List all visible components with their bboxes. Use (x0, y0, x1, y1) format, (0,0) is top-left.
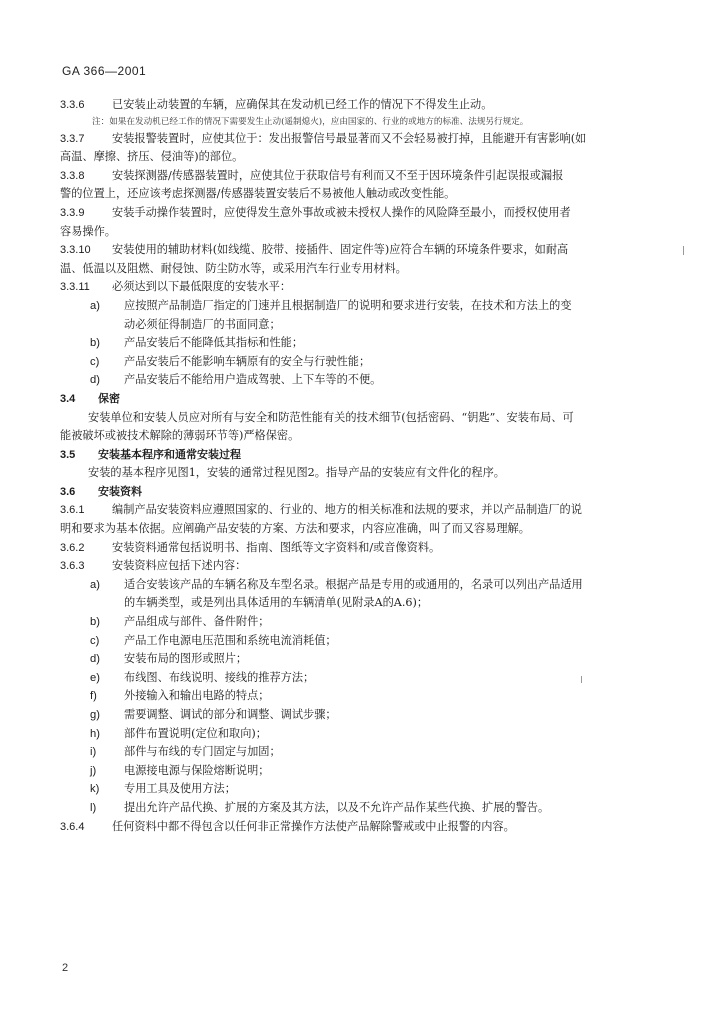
clause-text: 编制产品安装资料应遵照国家的、行业的、地方的相关标准和法规的要求，并以产品制造厂的说 (112, 503, 582, 517)
list-item-text: 电源接电源与保险熔断说明； (124, 763, 270, 777)
scan-mark (581, 676, 582, 683)
clause-number: 3.3.9 (60, 206, 85, 219)
list-item (60, 743, 660, 762)
clause-text: 已安装止动装置的车辆，应确保其在发动机已经工作的情况下不得发生止动。 (112, 98, 493, 111)
section-heading (60, 483, 660, 502)
list-item-label: e) (90, 671, 100, 684)
list-item-text: 适合安装该产品的车辆名称及车型名录。根据产品是专用的或通用的，名录可以列出产品适用 (124, 577, 583, 591)
list-item-text: 部件布置说明(定位和取向)； (124, 726, 267, 740)
list-item-label: g) (90, 709, 100, 721)
clause-text: 安装报警装置时，应使其位于：发出报警信号最显著而又不会轻易被打掉，且能避开有害影响(如 (112, 131, 587, 145)
list-item (60, 576, 660, 595)
list-item (60, 706, 660, 725)
list-item-label: j) (90, 764, 97, 777)
list-item (60, 371, 660, 390)
section-heading (60, 446, 660, 465)
clause-number: 3.5 (60, 448, 76, 461)
clause-line (60, 557, 660, 576)
list-item-text: 布线图、布线说明、接线的推荐方法； (124, 670, 315, 684)
clause-line (60, 278, 660, 297)
text-line: 动必须征得制造厂的书面同意； (124, 317, 281, 331)
clause-number: 3.3.10 (60, 244, 91, 257)
clause-text: 安装基本程序和通常安装过程 (98, 447, 241, 461)
clause-text: 安装资料应包括下述内容： (112, 559, 247, 573)
clause-number: 3.4 (60, 392, 76, 405)
clause-number: 3.3.11 (60, 281, 90, 294)
list-item-text: 外接输入和输出电路的特点； (124, 689, 270, 703)
document-body (60, 96, 660, 836)
list-item-label: i) (90, 746, 97, 759)
list-item-label: c) (90, 355, 100, 368)
list-item (60, 650, 660, 669)
list-item-text: 产品安装后不能影响车辆原有的安全与行驶性能； (124, 354, 371, 368)
list-item-label: a) (90, 578, 100, 591)
list-item-label: b) (90, 616, 100, 629)
list-item-label: l) (90, 801, 97, 814)
list-item-label: d) (90, 374, 100, 387)
clause-text: 任何资料中都不得包含以任何非正常操作方法使产品解除警戒或中止报警的内容。 (112, 819, 515, 833)
text-line: 安装单位和安装人员应对所有与安全和防范性能有关的技术细节(包括密码、“钥匙”、安装布局、可 (88, 410, 574, 424)
clause-line (60, 130, 660, 149)
clause-line (60, 818, 660, 837)
list-item (60, 669, 660, 688)
list-item-text: 应按照产品制造厂指定的门速并且根据制造厂的说明和要求进行安装，在技术和方法上的变 (124, 298, 572, 312)
text-line: 警的位置上，还应该考虑探测器/传感器装置安装后不易被他人触动或改变性能。 (60, 187, 456, 201)
text-line: 明和要求为基本依据。应阐确产品安装的方案、方法和要求，内容应准确，叫了而又容易理解。 (60, 522, 530, 536)
clause-text: 安装手动操作装置时，应使得发生意外事故或被未授权人操作的风险降至最小，而授权使用者 (112, 205, 571, 219)
list-item-label: a) (90, 299, 100, 312)
list-item-label: k) (90, 783, 100, 796)
list-item-text: 提出允许产品代换、扩展的方案及其方法，以及不允许产品作某些代换、扩展的警告。 (124, 800, 550, 814)
clause-number: 3.6.3 (60, 560, 85, 573)
list-item-text: 安装布局的图形或照片； (124, 652, 248, 666)
clause-line (60, 167, 660, 186)
clause-text: 安装资料 (98, 484, 142, 498)
list-item (60, 762, 660, 781)
list-item-text: 部件与布线的专门固定与加固； (124, 745, 281, 759)
list-item (60, 780, 660, 799)
standard-header: GA 366—2001 (62, 64, 147, 78)
list-item-label: h) (90, 727, 100, 740)
clause-line (60, 539, 660, 558)
list-item-label: d) (90, 653, 100, 666)
list-item (60, 297, 660, 316)
list-item-label: b) (90, 337, 100, 350)
clause-text: 安装探测器/传感器装置时，应使其位于获取信号有利而又不至于因环境条件引起误报或漏报 (112, 168, 564, 182)
list-item-text: 产品组成与部件、备件附件； (124, 615, 270, 629)
list-item (60, 799, 660, 818)
list-item-text: 产品安装后不能降低其指标和性能； (124, 336, 304, 350)
clause-text: 必须达到以下最低限度的安装水平： (112, 280, 292, 294)
page-number: 2 (62, 962, 69, 974)
clause-number: 3.6.1 (60, 504, 85, 517)
scan-mark (683, 246, 684, 255)
list-item (60, 725, 660, 744)
text-line: 容易操作。 (60, 224, 116, 238)
list-item (60, 353, 660, 372)
clause-text: 安装资料通常包括说明书、指南、图纸等文字资料和/或音像资料。 (112, 540, 441, 554)
text-line: 高温、摩擦、挤压、侵油等)的部位。 (60, 150, 244, 164)
text-line: 能被破坏或被技术解除的薄弱环节等)严格保密。 (60, 429, 300, 443)
list-item (60, 334, 660, 353)
list-item (60, 632, 660, 651)
text-line: 的车辆类型，或是列出具体适用的车辆清单(见附录A的A.6)； (124, 596, 429, 610)
clause-text: 安装使用的辅助材料(如线缆、胶带、接插件、固定件等)应符合车辆的环境条件要求，如耐高 (112, 243, 569, 257)
list-item-text: 需要调整、调试的部分和调整、调试步骤； (124, 708, 337, 721)
list-item-text: 产品工作电源电压范围和系统电流消耗值； (124, 633, 337, 647)
list-item-label: f) (90, 690, 97, 703)
list-item (60, 687, 660, 706)
clause-number: 3.6.4 (60, 820, 85, 833)
text-line: 安装的基本程序见图1，安装的通常过程见图2。指导产品的安装应有文件化的程序。 (88, 466, 505, 480)
clause-number: 3.6 (60, 485, 76, 498)
clause-number: 3.6.2 (60, 541, 85, 554)
list-item-label: c) (90, 634, 100, 647)
clause-line (60, 241, 660, 260)
clause-text: 保密 (98, 391, 120, 405)
clause-number: 3.3.8 (60, 169, 85, 182)
clause-line (60, 204, 660, 223)
text-line: 温、低温以及阻燃、耐侵蚀、防尘防水等，或采用汽车行业专用材料。 (60, 261, 407, 275)
clause-number: 3.3.7 (60, 132, 85, 145)
clause-number: 3.3.6 (60, 99, 85, 111)
list-item (60, 613, 660, 632)
section-heading (60, 390, 660, 409)
note-line: 注：如果在发动机已经工作的情况下需要发生止动(遥制熄火)，应由国家的、行业的或地方的标准、法规另行规定。 (92, 116, 529, 127)
list-item-text: 专用工具及使用方法； (124, 782, 236, 796)
clause-line (60, 501, 660, 520)
list-item-text: 产品安装后不能给用户造成驾驶、上下车等的不便。 (124, 373, 382, 387)
clause-line (60, 96, 660, 115)
